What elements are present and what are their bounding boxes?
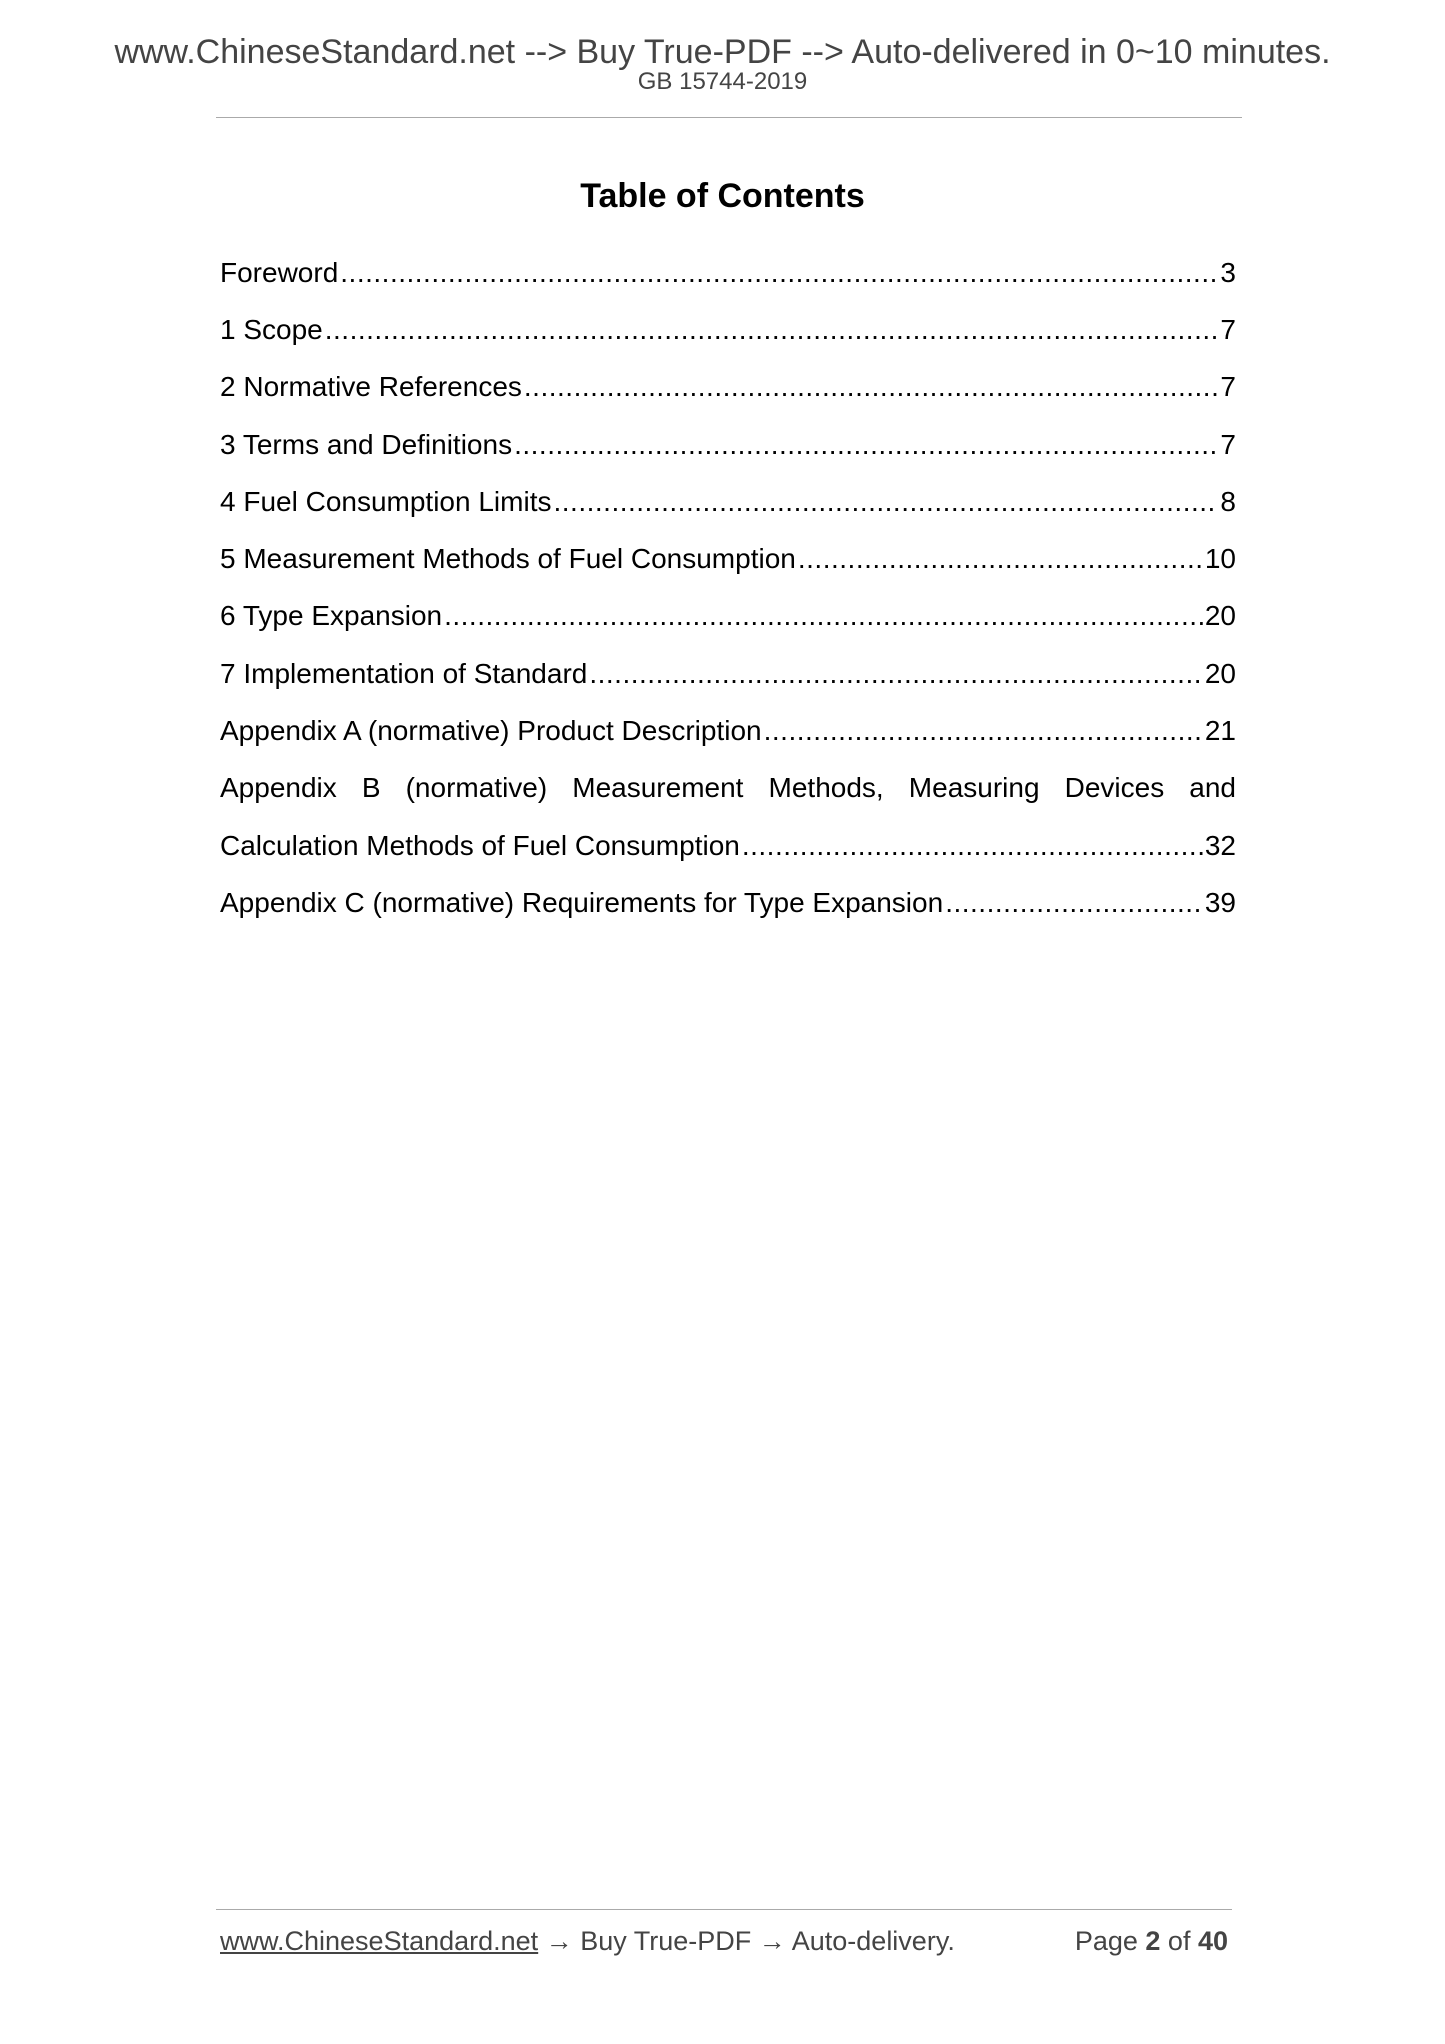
toc-item-type-expansion: [220, 588, 1236, 645]
total-pages: 40: [1197, 1926, 1228, 1956]
footer-promo: [220, 1924, 955, 1958]
toc-item-appendix-b-line2: [220, 817, 1236, 874]
toc-link[interactable]: Calculation Methods of Fuel Consumption ..... 32: [220, 826, 1236, 866]
toc-page-number: 10: [1204, 543, 1236, 575]
toc-page-number: 7: [1220, 313, 1236, 345]
toc-link[interactable]: 4 Fuel Consumption Limits ..... 8: [220, 482, 1236, 522]
page-counter: Page 2 of 40: [1074, 1926, 1228, 1956]
toc-item-appendix-c: [220, 874, 1236, 931]
toc-link[interactable]: 3 Terms and Definitions ..... 7: [220, 425, 1236, 465]
toc-item-appendix-a: [220, 702, 1236, 759]
toc-item-scope: [220, 301, 1236, 358]
toc-item-normative-references: [220, 359, 1236, 416]
toc-link[interactable]: 1 Scope ..... 7: [220, 310, 1236, 350]
toc-link[interactable]: Appendix A (normative) Product Description ..... 21: [220, 711, 1236, 751]
toc-item-implementation: [220, 645, 1236, 702]
toc-item-measurement-methods: [220, 530, 1236, 587]
toc-page-number: 3: [1220, 256, 1236, 288]
toc-link[interactable]: 7 Implementation of Standard ..... 20: [220, 654, 1236, 694]
toc-item-appendix-b-line1: [220, 760, 1236, 817]
toc-link[interactable]: 6 Type Expansion ..... 20: [220, 596, 1236, 636]
toc-link[interactable]: 2 Normative References ..... 7: [220, 367, 1236, 407]
toc-page-number: 39: [1204, 886, 1236, 918]
toc-item-fuel-consumption-limits: [220, 473, 1236, 530]
toc-item-foreword: [220, 244, 1236, 301]
toc-page-number: 20: [1204, 600, 1236, 632]
footer-tagline: → Buy True-PDF → Auto-delivery.: [538, 1926, 955, 1956]
toc-link[interactable]: Foreword ..... 3: [220, 253, 1236, 293]
current-page: 2: [1145, 1926, 1161, 1956]
footer-divider: [216, 1909, 1232, 1910]
table-of-contents: [220, 244, 1236, 932]
standard-number: GB 15744-2019: [637, 68, 808, 95]
promo-banner: www.ChineseStandard.net --> Buy True-PDF --> Auto-delivered in 0~10 minutes.: [114, 33, 1331, 71]
toc-title: Table of Contents: [580, 177, 865, 215]
toc-link[interactable]: 5 Measurement Methods of Fuel Consumption ..... 10: [220, 539, 1236, 579]
toc-page-number: 7: [1220, 428, 1236, 460]
footer-site-link[interactable]: www.ChineseStandard.net: [220, 1926, 539, 1956]
toc-page-number: 20: [1204, 657, 1236, 689]
header-divider: [216, 117, 1242, 118]
toc-page-number: 7: [1220, 371, 1236, 403]
toc-page-number: 8: [1220, 485, 1236, 517]
toc-link[interactable]: Appendix C (normative) Requirements for Type Expansion ..... 39: [220, 883, 1236, 923]
toc-link[interactable]: Appendix B (normative) Measurement Methods, Measuring Devices and: [220, 772, 1236, 804]
toc-page-number: 32: [1204, 829, 1236, 861]
toc-page-number: 21: [1204, 715, 1236, 747]
toc-item-terms-definitions: [220, 416, 1236, 473]
